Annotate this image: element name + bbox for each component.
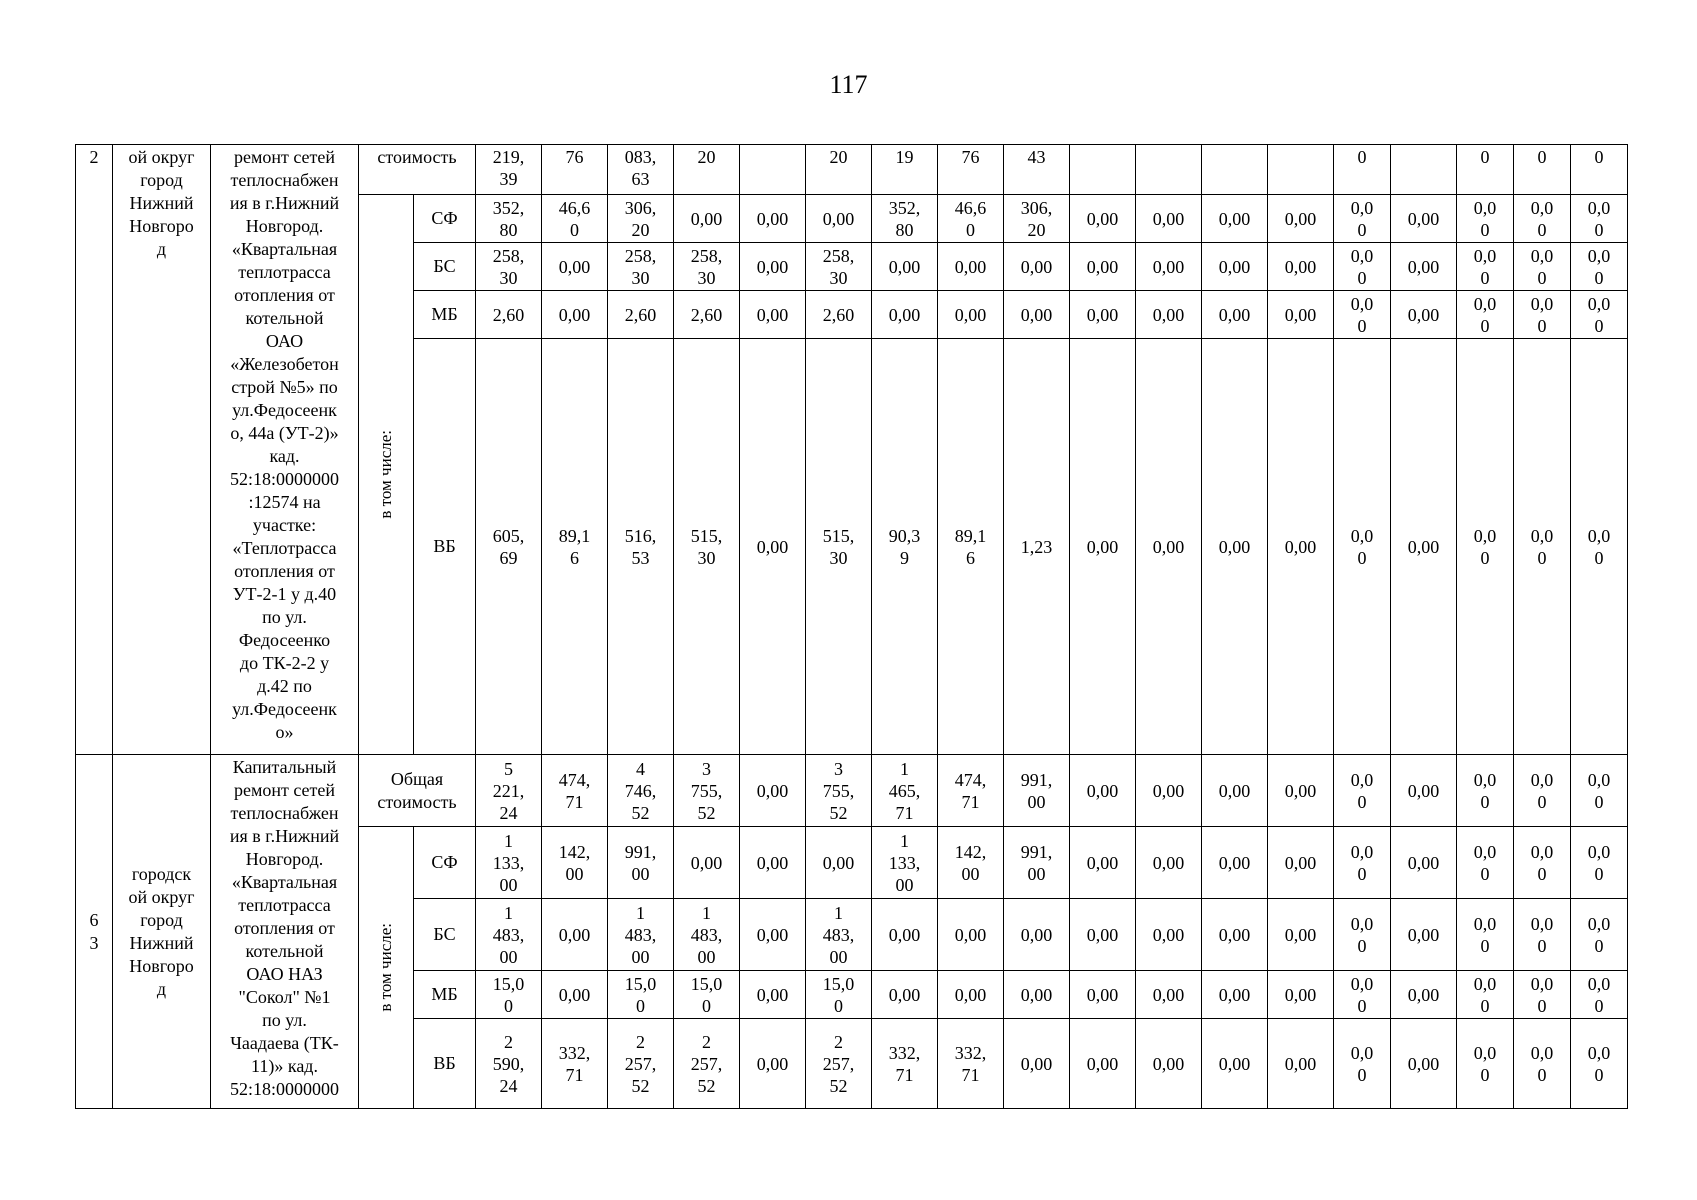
municipality-cell: городск ой округ город Нижний Новгоро д: [113, 755, 211, 1109]
value-cell: 0,0 0: [1514, 827, 1571, 899]
value-cell: 0,00: [1070, 755, 1136, 827]
value-cell: [1202, 145, 1268, 195]
value-cell: 0,0 0: [1571, 827, 1628, 899]
value-cell: 0,0 0: [1571, 339, 1628, 755]
breakdown-label: в том числе:: [376, 923, 395, 1012]
value-cell: 0: [1334, 145, 1391, 195]
value-cell: 43: [1004, 145, 1070, 195]
value-cell: 0,00: [1136, 1019, 1202, 1109]
value-cell: 258, 30: [806, 243, 872, 291]
value-cell: 0,00: [1268, 339, 1334, 755]
value-cell: 0,00: [1136, 899, 1202, 971]
value-cell: 1 483, 00: [674, 899, 740, 971]
value-cell: 0,00: [1202, 971, 1268, 1019]
value-cell: 0,00: [542, 243, 608, 291]
value-cell: 1,23: [1004, 339, 1070, 755]
value-cell: 0,00: [1268, 195, 1334, 243]
value-cell: 0,00: [740, 1019, 806, 1109]
value-cell: 0,0 0: [1457, 971, 1514, 1019]
total-cost-label: стоимость: [359, 145, 476, 195]
value-cell: 89,1 6: [938, 339, 1004, 755]
value-cell: 0,0 0: [1514, 339, 1571, 755]
budget-table: [75, 144, 1628, 1109]
value-cell: 0,00: [1268, 755, 1334, 827]
value-cell: 0: [1457, 145, 1514, 195]
value-cell: 0,0 0: [1334, 243, 1391, 291]
value-cell: 0,00: [1070, 1019, 1136, 1109]
value-cell: 0,0 0: [1334, 971, 1391, 1019]
value-cell: 2 590, 24: [476, 1019, 542, 1109]
value-cell: 0,00: [1202, 291, 1268, 339]
value-cell: 0,00: [1202, 827, 1268, 899]
value-cell: 2,60: [608, 291, 674, 339]
value-cell: 0,00: [1136, 971, 1202, 1019]
value-cell: 0,00: [806, 195, 872, 243]
value-cell: 0,0 0: [1457, 1019, 1514, 1109]
value-cell: 516, 53: [608, 339, 674, 755]
value-cell: 0,0 0: [1334, 1019, 1391, 1109]
value-cell: 0,00: [1391, 755, 1457, 827]
value-cell: [1070, 145, 1136, 195]
value-cell: [740, 145, 806, 195]
value-cell: 0,00: [1070, 971, 1136, 1019]
value-cell: 0,00: [1070, 827, 1136, 899]
value-cell: 0,00: [1136, 827, 1202, 899]
value-cell: [1391, 145, 1457, 195]
value-cell: 0,00: [1202, 339, 1268, 755]
value-cell: 2,60: [806, 291, 872, 339]
value-cell: 0,00: [938, 899, 1004, 971]
value-cell: 0,00: [1202, 195, 1268, 243]
value-cell: 3 755, 52: [806, 755, 872, 827]
value-cell: 0,00: [1136, 291, 1202, 339]
value-cell: 2 257, 52: [806, 1019, 872, 1109]
value-cell: 0,00: [542, 971, 608, 1019]
value-cell: 0,0 0: [1334, 899, 1391, 971]
value-cell: 0,00: [872, 899, 938, 971]
value-cell: 083, 63: [608, 145, 674, 195]
breakdown-label: в том числе:: [376, 430, 395, 519]
value-cell: 0,00: [938, 243, 1004, 291]
source-label: БС: [414, 243, 476, 291]
value-cell: 0,00: [1391, 971, 1457, 1019]
value-cell: 1 465, 71: [872, 755, 938, 827]
value-cell: 0,00: [872, 291, 938, 339]
value-cell: 1 133, 00: [476, 827, 542, 899]
value-cell: 0,00: [740, 899, 806, 971]
value-cell: 0,0 0: [1457, 339, 1514, 755]
value-cell: 306, 20: [1004, 195, 1070, 243]
value-cell: 2 257, 52: [674, 1019, 740, 1109]
value-cell: 3 755, 52: [674, 755, 740, 827]
source-label: ВБ: [414, 1019, 476, 1109]
value-cell: 0,00: [740, 339, 806, 755]
value-cell: 0,00: [1004, 971, 1070, 1019]
value-cell: 0,0 0: [1514, 899, 1571, 971]
value-cell: 0,00: [1070, 899, 1136, 971]
value-cell: 76: [938, 145, 1004, 195]
value-cell: 0,0 0: [1457, 755, 1514, 827]
value-cell: 0,0 0: [1514, 243, 1571, 291]
value-cell: 0,0 0: [1334, 291, 1391, 339]
value-cell: 0,00: [1070, 339, 1136, 755]
value-cell: 0,00: [740, 971, 806, 1019]
value-cell: 15,0 0: [608, 971, 674, 1019]
value-cell: 0,00: [1268, 971, 1334, 1019]
value-cell: 0,0 0: [1334, 755, 1391, 827]
value-cell: 142, 00: [542, 827, 608, 899]
value-cell: 0,00: [1268, 243, 1334, 291]
value-cell: 2 257, 52: [608, 1019, 674, 1109]
source-label: ВБ: [414, 339, 476, 755]
value-cell: 258, 30: [674, 243, 740, 291]
value-cell: 90,3 9: [872, 339, 938, 755]
value-cell: 0,00: [1391, 339, 1457, 755]
object-block-63: [76, 755, 1628, 1109]
value-cell: 258, 30: [608, 243, 674, 291]
object-description: ремонт сетей теплоснабжен ия в г.Нижний Новгород. «Квартальная теплотрасса отопления от котельной ОАО «Железобетон строй №5» по ул.Федосеенк о, 44а (УТ-2)» кад. 52:18:0000000 :12574 на участке: «Теплотрасса отопления от УТ-2-1 у д.40 по ул. Федосеенко до ТК-2-2 у д.42 по ул.Федосеенк о»: [211, 145, 359, 755]
value-cell: 0,00: [1202, 899, 1268, 971]
value-cell: 991, 00: [1004, 827, 1070, 899]
value-cell: 991, 00: [608, 827, 674, 899]
value-cell: 515, 30: [674, 339, 740, 755]
value-cell: 332, 71: [938, 1019, 1004, 1109]
object-description: Капитальный ремонт сетей теплоснабжен ия в г.Нижний Новгород. «Квартальная теплотрасса отопления от котельной ОАО НАЗ "Сокол" №1 по ул. Чаадаева (ТК- 11)» кад. 52:18:0000000: [211, 755, 359, 1109]
value-cell: 0,00: [740, 291, 806, 339]
value-cell: 0,00: [1070, 195, 1136, 243]
value-cell: 1 483, 00: [806, 899, 872, 971]
value-cell: 0,00: [1391, 899, 1457, 971]
table-row: [76, 145, 1628, 195]
value-cell: 0,00: [1202, 243, 1268, 291]
value-cell: 0,00: [740, 243, 806, 291]
value-cell: 0,00: [938, 971, 1004, 1019]
value-cell: 0,00: [1136, 195, 1202, 243]
value-cell: 0,00: [1070, 291, 1136, 339]
value-cell: 0,0 0: [1457, 243, 1514, 291]
value-cell: 0,00: [1268, 1019, 1334, 1109]
value-cell: 0,00: [542, 899, 608, 971]
value-cell: 0,00: [1391, 195, 1457, 243]
value-cell: 991, 00: [1004, 755, 1070, 827]
value-cell: 0,0 0: [1571, 291, 1628, 339]
value-cell: 15,0 0: [476, 971, 542, 1019]
value-cell: 0,0 0: [1457, 291, 1514, 339]
value-cell: 19: [872, 145, 938, 195]
value-cell: 0,00: [1136, 755, 1202, 827]
value-cell: 0,00: [1136, 243, 1202, 291]
value-cell: 1 133, 00: [872, 827, 938, 899]
value-cell: 0,0 0: [1457, 195, 1514, 243]
value-cell: 0,00: [806, 827, 872, 899]
value-cell: 605, 69: [476, 339, 542, 755]
value-cell: 0,0 0: [1334, 195, 1391, 243]
value-cell: 0,0 0: [1514, 755, 1571, 827]
row-index: 6 3: [76, 755, 113, 1109]
value-cell: 0,00: [1004, 1019, 1070, 1109]
value-cell: 0,00: [542, 291, 608, 339]
breakdown-label-cell: [359, 195, 414, 755]
value-cell: 474, 71: [938, 755, 1004, 827]
value-cell: 0,0 0: [1571, 971, 1628, 1019]
value-cell: 0,00: [1391, 243, 1457, 291]
value-cell: 0,0 0: [1571, 195, 1628, 243]
value-cell: 0,0 0: [1571, 243, 1628, 291]
value-cell: 474, 71: [542, 755, 608, 827]
value-cell: 142, 00: [938, 827, 1004, 899]
value-cell: 0,0 0: [1571, 1019, 1628, 1109]
source-label: СФ: [414, 195, 476, 243]
value-cell: 0,00: [872, 243, 938, 291]
value-cell: 0,00: [740, 827, 806, 899]
value-cell: 0,00: [740, 755, 806, 827]
value-cell: 4 746, 52: [608, 755, 674, 827]
value-cell: 0,00: [1391, 291, 1457, 339]
value-cell: 352, 80: [476, 195, 542, 243]
value-cell: 0,00: [674, 195, 740, 243]
source-label: БС: [414, 899, 476, 971]
value-cell: 0,0 0: [1334, 339, 1391, 755]
value-cell: 0: [1571, 145, 1628, 195]
value-cell: 219, 39: [476, 145, 542, 195]
value-cell: 0: [1514, 145, 1571, 195]
value-cell: 1 483, 00: [476, 899, 542, 971]
value-cell: 306, 20: [608, 195, 674, 243]
value-cell: 0,0 0: [1514, 291, 1571, 339]
value-cell: 20: [674, 145, 740, 195]
value-cell: 0,00: [1070, 243, 1136, 291]
value-cell: 0,00: [1268, 827, 1334, 899]
value-cell: 76: [542, 145, 608, 195]
value-cell: 0,0 0: [1571, 899, 1628, 971]
municipality-cell: ой округ город Нижний Новгоро д: [113, 145, 211, 755]
value-cell: [1268, 145, 1334, 195]
value-cell: 258, 30: [476, 243, 542, 291]
total-cost-label: Общая стоимость: [359, 755, 476, 827]
value-cell: 0,0 0: [1514, 971, 1571, 1019]
value-cell: 0,0 0: [1457, 827, 1514, 899]
value-cell: 0,00: [1136, 339, 1202, 755]
value-cell: 0,00: [1004, 291, 1070, 339]
page-number: 117: [829, 70, 868, 99]
value-cell: 0,00: [740, 195, 806, 243]
value-cell: 0,00: [1202, 1019, 1268, 1109]
value-cell: 2,60: [476, 291, 542, 339]
value-cell: 0,00: [938, 291, 1004, 339]
value-cell: 20: [806, 145, 872, 195]
value-cell: 0,0 0: [1334, 827, 1391, 899]
value-cell: [1136, 145, 1202, 195]
value-cell: 0,00: [674, 827, 740, 899]
value-cell: 0,00: [1004, 243, 1070, 291]
value-cell: 352, 80: [872, 195, 938, 243]
value-cell: 332, 71: [872, 1019, 938, 1109]
value-cell: 0,00: [1268, 291, 1334, 339]
row-index: 2: [76, 145, 113, 755]
source-label: СФ: [414, 827, 476, 899]
value-cell: 46,6 0: [938, 195, 1004, 243]
value-cell: 332, 71: [542, 1019, 608, 1109]
value-cell: 5 221, 24: [476, 755, 542, 827]
value-cell: 0,0 0: [1514, 195, 1571, 243]
value-cell: 0,0 0: [1457, 899, 1514, 971]
value-cell: 0,00: [1391, 1019, 1457, 1109]
value-cell: 515, 30: [806, 339, 872, 755]
source-label: МБ: [414, 971, 476, 1019]
table-row: [76, 755, 1628, 827]
value-cell: 1 483, 00: [608, 899, 674, 971]
value-cell: 15,0 0: [674, 971, 740, 1019]
value-cell: 0,00: [872, 971, 938, 1019]
object-block-2: [76, 145, 1628, 755]
value-cell: 0,00: [1202, 755, 1268, 827]
value-cell: 0,00: [1268, 899, 1334, 971]
value-cell: 0,0 0: [1571, 755, 1628, 827]
value-cell: 0,00: [1391, 827, 1457, 899]
source-label: МБ: [414, 291, 476, 339]
value-cell: 46,6 0: [542, 195, 608, 243]
value-cell: 0,0 0: [1514, 1019, 1571, 1109]
value-cell: 0,00: [1004, 899, 1070, 971]
breakdown-label-cell: [359, 827, 414, 1109]
value-cell: 89,1 6: [542, 339, 608, 755]
value-cell: 15,0 0: [806, 971, 872, 1019]
value-cell: 2,60: [674, 291, 740, 339]
